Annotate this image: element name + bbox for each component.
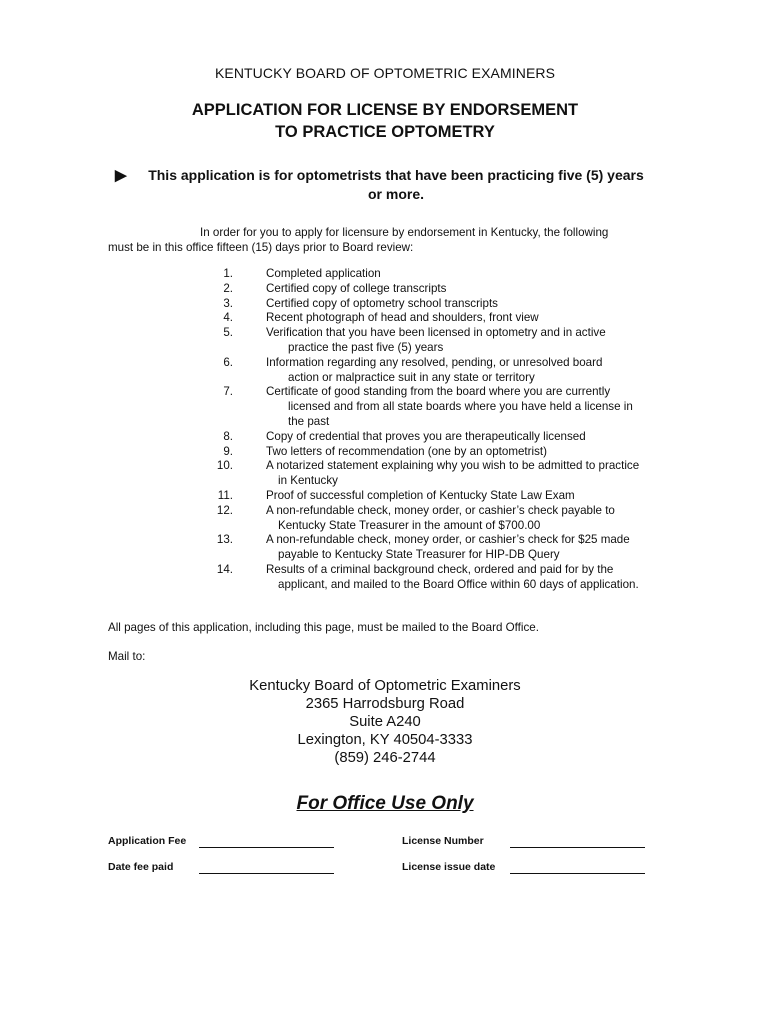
license-number-label: License Number xyxy=(402,835,484,847)
list-item-number: 4. xyxy=(223,311,233,325)
list-item-continuation: action or malpractice suit in any state or territory xyxy=(288,370,535,384)
address-street: 2365 Harrodsburg Road xyxy=(305,696,465,712)
board-name-heading: KENTUCKY BOARD OF OPTOMETRIC EXAMINERS xyxy=(214,65,556,81)
list-item-number: 11. xyxy=(217,488,233,502)
list-item xyxy=(0,504,770,534)
application-fee-field[interactable] xyxy=(199,847,334,848)
address-phone: (859) 246-2744 xyxy=(334,750,436,766)
list-item-number: 8. xyxy=(223,429,233,443)
list-item xyxy=(0,459,770,489)
application-fee-label: Application Fee xyxy=(108,835,187,847)
intro-line-1: In order for you to apply for licensure by endorsement in Kentucky, the following xyxy=(200,226,609,239)
list-item-text: A non-refundable check, money order, or cashier’s check for $25 made xyxy=(266,533,630,547)
list-item-continuation: Kentucky State Treasurer in the amount of $700.00 xyxy=(278,518,541,532)
eligibility-notice xyxy=(110,166,670,204)
list-item-number: 9. xyxy=(223,444,233,458)
list-item xyxy=(0,356,770,386)
list-item xyxy=(0,282,770,297)
list-item-number: 5. xyxy=(223,326,233,340)
list-item-number: 10. xyxy=(216,459,233,473)
address-name: Kentucky Board of Optometric Examiners xyxy=(249,678,521,694)
license-issue-date-label: License issue date xyxy=(402,861,496,873)
list-item-text: A non-refundable check, money order, or cashier’s check payable to xyxy=(266,503,615,517)
list-item xyxy=(0,489,770,504)
list-item-text: Proof of successful completion of Kentucky State Law Exam xyxy=(266,488,575,502)
list-item-number: 13. xyxy=(216,533,233,547)
notice-line-1: This application is for optometrists that have been practicing five (5) years xyxy=(148,167,644,183)
list-item-continuation: applicant, and mailed to the Board Office within 60 days of application. xyxy=(278,577,639,591)
list-item-number: 2. xyxy=(223,281,233,295)
address-suite: Suite A240 xyxy=(349,714,421,730)
list-item xyxy=(0,533,770,563)
arrow-bullet-icon: ▶ xyxy=(115,167,127,184)
list-item xyxy=(0,445,770,460)
list-item-text: Certified copy of optometry school transcripts xyxy=(266,296,498,310)
office-use-heading: For Office Use Only xyxy=(296,793,474,814)
list-item-text: Copy of credential that proves you are therapeutically licensed xyxy=(266,429,586,443)
title-line-2: TO PRACTICE OPTOMETRY xyxy=(275,123,495,141)
date-fee-paid-label: Date fee paid xyxy=(108,861,174,873)
address-city: Lexington, KY 40504-3333 xyxy=(297,732,473,748)
mail-to-label: Mail to: xyxy=(108,650,146,663)
list-item-continuation: licensed and from all state boards where you have held a license in xyxy=(288,400,633,414)
license-issue-date-field[interactable] xyxy=(510,873,645,874)
list-item-text: Results of a criminal background check, ordered and paid for by the xyxy=(266,562,614,576)
date-fee-paid-field[interactable] xyxy=(199,873,334,874)
list-item-number: 7. xyxy=(223,385,233,399)
list-item-number: 3. xyxy=(223,296,233,310)
intro-paragraph xyxy=(108,225,668,255)
mailing-address xyxy=(0,677,770,767)
intro-line-2: must be in this office fifteen (15) days prior to Board review: xyxy=(108,241,414,254)
list-item-number: 14. xyxy=(216,562,233,576)
list-item-number: 1. xyxy=(223,267,233,280)
license-number-field[interactable] xyxy=(510,847,645,848)
list-item xyxy=(0,297,770,312)
list-item xyxy=(0,311,770,326)
title-line-1: APPLICATION FOR LICENSE BY ENDORSEMENT xyxy=(191,101,579,119)
list-item-text: A notarized statement explaining why you wish to be admitted to practice xyxy=(266,459,640,473)
list-item-number: 6. xyxy=(223,355,233,369)
list-item xyxy=(0,563,770,593)
list-item xyxy=(0,430,770,445)
mailing-instruction: All pages of this application, including this page, must be mailed to the Board Office. xyxy=(108,621,539,634)
list-item xyxy=(0,326,770,356)
list-item-continuation: the past xyxy=(288,414,330,428)
list-item-text: Recent photograph of head and shoulders, front view xyxy=(266,311,539,325)
list-item-continuation: payable to Kentucky State Treasurer for HIP-DB Query xyxy=(278,548,560,562)
list-item-text: Certified copy of college transcripts xyxy=(266,281,447,295)
list-item-continuation: practice the past five (5) years xyxy=(288,340,444,354)
list-item-number: 12. xyxy=(216,503,233,517)
notice-line-2: or more. xyxy=(367,186,424,202)
list-item xyxy=(0,267,770,282)
list-item-text: Information regarding any resolved, pending, or unresolved board xyxy=(266,355,603,369)
list-item-text: Two letters of recommendation (one by an optometrist) xyxy=(266,444,547,458)
application-title xyxy=(0,99,770,143)
list-item-text: Verification that you have been licensed in optometry and in active xyxy=(266,326,606,340)
list-item-text: Certificate of good standing from the board where you are currently xyxy=(266,385,611,399)
list-item-continuation: in Kentucky xyxy=(278,474,338,488)
requirements-list xyxy=(0,267,770,593)
list-item xyxy=(0,385,770,429)
list-item-text: Completed application xyxy=(266,267,381,280)
